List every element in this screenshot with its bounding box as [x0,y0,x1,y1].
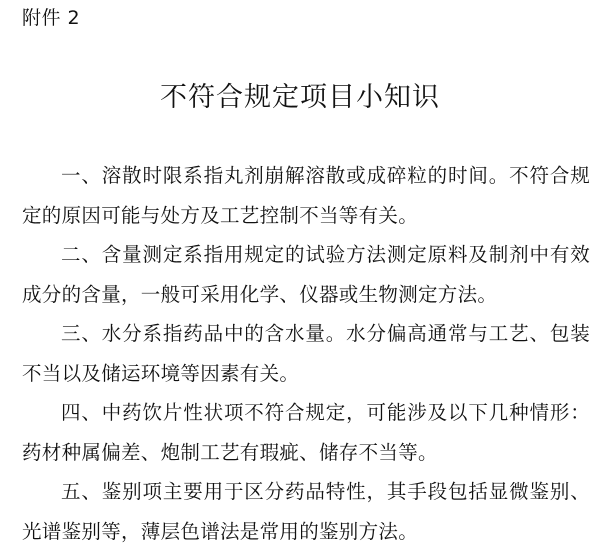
attachment-label: 附件 2 [22,7,81,29]
document-title: 不符合规定项目小知识 [160,82,440,113]
paragraph-dissolution-time: 一、溶散时限系指丸剂崩解溶散或成碎粒的时间。不符合规定的原因可能与处方及工艺控制不当等有关。 [22,164,590,227]
paragraph-moisture: 三、水分系指药品中的含水量。水分偏高通常与工艺、包装不当以及储运环境等因素有关。 [22,322,590,385]
document-body [22,156,590,551]
paragraph-content-assay: 二、含量测定系指用规定的试验方法测定原料及制剂中有效成分的含量，一般可采用化学、仪器或生物测定方法。 [22,243,590,306]
paragraph-appearance: 四、中药饮片性状项不符合规定，可能涉及以下几种情形：药材种属偏差、炮制工艺有瑕疵、储存不当等。 [22,401,590,464]
paragraph-identification: 五、鉴别项主要用于区分药品特性，其手段包括显微鉴别、光谱鉴别等，薄层色谱法是常用的鉴别方法。 [22,480,590,543]
